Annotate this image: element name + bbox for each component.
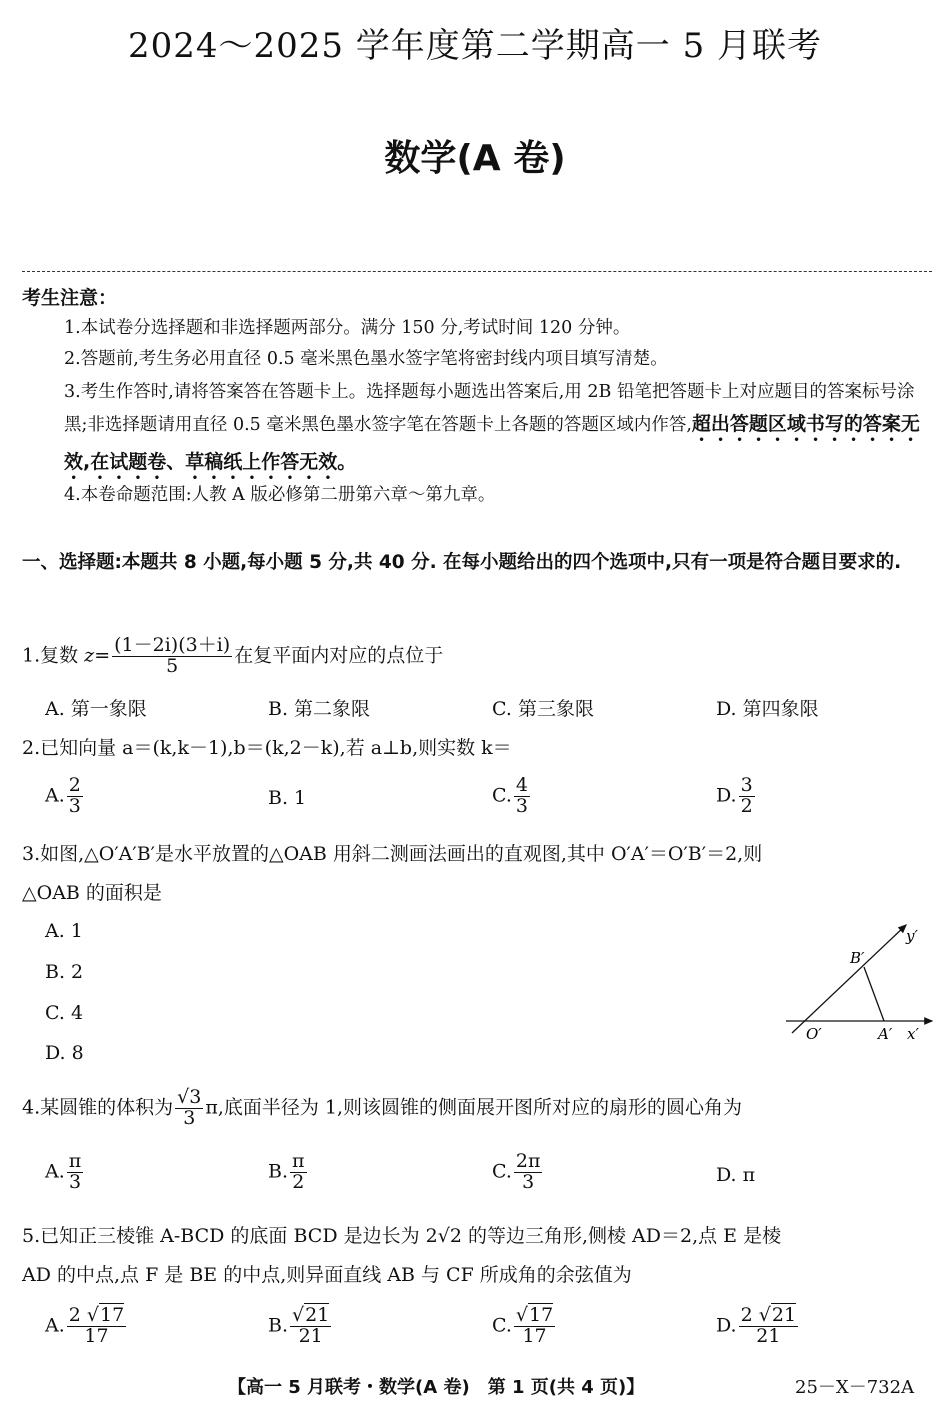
q4-b-label: B. [268,1160,289,1183]
notice-item-1: 1.本试卷分选择题和非选择题两部分。满分 150 分,考试时间 120 分钟。 [64,318,631,338]
q5-d-num: 2 √21 [740,1304,797,1326]
q3-option-b: B. 2 [45,961,84,983]
q2-c-den: 3 [515,794,528,817]
q4-num: √3 [177,1086,202,1108]
q5-a-rad: 17 [100,1304,125,1326]
exam-subtitle: 数学(A 卷) [384,138,566,179]
q4-a-fraction [67,1152,84,1193]
q4-option-d: D. π [716,1164,756,1186]
q3-option-d: D. 8 [45,1042,84,1064]
q1-fraction [112,636,232,677]
point-b-label: B′ [850,949,865,967]
q4-den: 3 [183,1106,196,1129]
origin-label: O′ [806,1025,822,1043]
q5-d-label: D. [716,1314,737,1337]
y-axis-line [792,925,906,1033]
q1-denominator: 5 [166,654,179,677]
q4-b-num: π [292,1150,305,1172]
q2-c-fraction [514,776,530,817]
q5-c-num: √17 [515,1304,554,1326]
q1-var: z [84,644,95,667]
q2-c-label: C. [492,784,512,807]
q5-a-den: 17 [84,1324,109,1347]
q5-d-rad: 21 [771,1304,797,1326]
question-5-line-1: 5.已知正三棱锥 A-BCD 的底面 BCD 是边长为 2√2 的等边三角形,侧棱 AD＝2,点 E 是棱 [22,1225,782,1247]
q5-option-d [716,1306,800,1347]
section-heading-text: 一、选择题:本题共 8 小题,每小题 5 分,共 40 分. 在每小题给出的四个选项中,只有一项是符合题目要求的. [22,552,902,573]
q5-c-den: 17 [522,1324,547,1347]
q5-a-num: 2 √17 [68,1304,125,1326]
q4-suffix: ,底面半径为 1,则该圆锥的侧面展开图所对应的扇形的圆心角为 [217,1096,743,1119]
q5-a-label: A. [45,1314,65,1337]
q2-a-label: A. [45,784,65,807]
question-4 [22,1088,934,1129]
q5-c-fraction [514,1306,555,1347]
q4-c-num: 2π [515,1150,541,1172]
q2-option-a [45,776,85,817]
q5-b-fraction [290,1306,331,1347]
q5-a-fraction [67,1306,126,1347]
q3-option-c: C. 4 [45,1002,84,1024]
q1-option-d: D. 第四象限 [716,698,819,720]
q4-a-den: 3 [68,1170,82,1193]
q5-c-label: C. [492,1314,512,1337]
q2-d-den: 2 [740,794,753,817]
q3-figure [770,915,940,1050]
q2-option-b: B. 1 [268,787,307,809]
q4-a-num: π [68,1150,82,1172]
q2-option-c [492,776,532,817]
q2-c-num: 4 [515,774,528,796]
q5-option-c [492,1306,557,1347]
q4-option-c [492,1152,544,1193]
q2-option-d [716,776,757,817]
x-axis-label: x′ [907,1025,919,1043]
q2-a-num: 2 [68,774,81,796]
q5-d-den: 21 [756,1324,781,1347]
q4-c-fraction [514,1152,543,1193]
q5-b-label: B. [268,1314,289,1337]
q5-d-fraction [739,1306,798,1347]
footer-page-info: 【高一 5 月联考・数学(A 卷) 第 1 页(共 4 页)】 [228,1377,645,1398]
footer-code: 25－X－732A [795,1377,915,1398]
q4-b-fraction [290,1152,307,1193]
q1-option-c: C. 第三象限 [492,698,594,720]
segment-a-b [864,967,884,1021]
q3-option-a: A. 1 [45,920,83,942]
q1-option-a: A. 第一象限 [45,698,147,720]
q1-numerator: (1－2i)(3＋i) [114,634,231,656]
notice-item-3 [64,376,934,484]
q5-b-num: √21 [292,1304,330,1326]
notice-item-4: 4.本卷命题范围:人教 A 版必修第二册第六章～第九章。 [64,485,496,505]
q4-fraction [175,1088,203,1129]
question-3-line-2: △OAB 的面积是 [22,882,162,904]
q5-a-coef: 2 [68,1304,81,1326]
question-2: 2.已知向量 a＝(k,k－1),b＝(k,2－k),若 a⊥b,则实数 k＝ [22,737,512,759]
exam-title: 2024～2025 学年度第二学期高一 5 月联考 [127,26,823,66]
q4-c-den: 3 [522,1170,535,1193]
q4-c-label: C. [492,1160,512,1183]
q1-prefix: 1.复数 [22,644,85,667]
question-1 [22,636,934,677]
question-5-line-2: AD 的中点,点 F 是 BE 的中点,则异面直线 AB 与 CF 所成角的余弦值为 [22,1264,632,1286]
q2-d-fraction [739,776,755,817]
q4-prefix: 4.某圆锥的体积为 [22,1096,174,1119]
q4-b-den: 2 [292,1170,305,1193]
q2-d-num: 3 [740,774,753,796]
notice-item-3-emphasis: 超出答题区域书写的答案无效,在试题卷、草稿纸上作答无效。 [64,413,920,473]
q5-b-rad: 21 [305,1304,330,1326]
notice-heading: 考生注意： [22,287,118,309]
q1-eq: = [94,644,111,667]
q2-a-den: 3 [68,794,81,817]
q1-option-b: B. 第二象限 [268,698,371,720]
q5-b-den: 21 [298,1324,323,1347]
q4-pi: π [205,1096,218,1119]
q5-option-a [45,1306,128,1347]
q4-option-a [45,1152,85,1193]
notice-item-3-text: 3.考生作答时,请将答案答在答题卡上。选择题每小题选出答案后,用 2B 铅笔把答题卡上对应题目的答案标号涂黑;非选择题请用直径 0.5 毫米黑色墨水签字笔在答题卡上各题的答题区域内作答, [64,382,915,435]
point-a-label: A′ [878,1025,893,1043]
section-heading [22,546,934,579]
q4-a-label: A. [45,1160,65,1183]
y-axis-label: y′ [906,927,918,945]
question-3-line-1: 3.如图,△O′A′B′是水平放置的△OAB 用斜二测画法画出的直观图,其中 O′A′＝O′B′＝2,则 [22,843,763,865]
q2-a-fraction [67,776,83,817]
q2-d-label: D. [716,784,737,807]
q5-c-rad: 17 [529,1304,554,1326]
divider-line [22,271,932,272]
q5-d-coef: 2 [740,1304,753,1326]
q4-option-b [268,1152,309,1193]
q5-option-b [268,1306,333,1347]
notice-item-2: 2.答题前,考生务必用直径 0.5 毫米黑色墨水签字笔将密封线内项目填写清楚。 [64,349,668,369]
q1-suffix: 在复平面内对应的点位于 [234,644,444,667]
